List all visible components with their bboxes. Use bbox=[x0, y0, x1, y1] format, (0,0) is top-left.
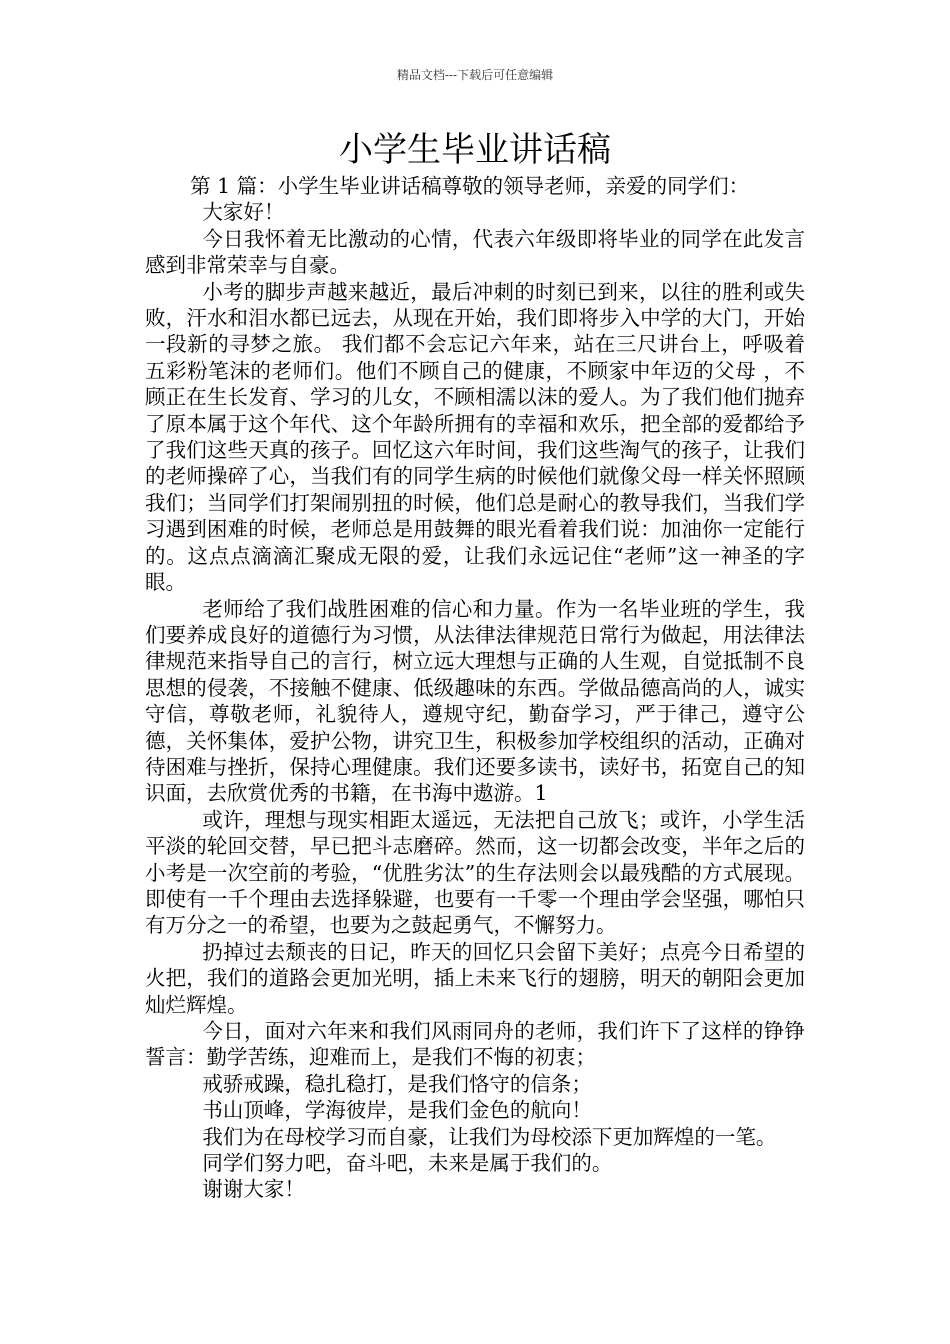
paragraph: 扔掉过去颓丧的日记，昨天的回忆只会留下美好；点亮今日希望的火把，我们的道路会更加光明，插上未来飞行的翅膀，明天的朝阳会更加灿烂辉煌。 bbox=[145, 939, 805, 1017]
paragraph: 老师给了我们战胜困难的信心和力量。作为一名毕业班的学生，我们要养成良好的道德行为习惯，从法律法律规范日常行为做起，用法律法律规范来指导自己的言行，树立远大理想与正确的人生观，自觉抵制不良思想的侵袭，不接触不健康、低级趣味的东西。学做品德高尚的人，诚实守信，尊敬老师，礼貌待人，遵规守纪，勤奋学习，严于律己，遵守公德，关怀集体，爱护公物，讲究卫生，积极参加学校组织的活动，正确对待困难与挫折，保持心理健康。我们还要多读书，读好书，拓宽自己的知识面，去欣赏优秀的书籍，在书海中遨游。1 bbox=[145, 596, 805, 806]
paragraph: 我们为在母校学习而自豪，让我们为母校添下更加辉煌的一笔。 bbox=[202, 1124, 777, 1149]
paragraph-greeting: 大家好！ bbox=[202, 200, 285, 225]
paragraph: 同学们努力吧，奋斗吧，未来是属于我们的。 bbox=[202, 1151, 613, 1176]
paragraph-intro: 第 1 篇：小学生毕业讲话稿尊敬的领导老师，亲爱的同学们： bbox=[190, 174, 750, 198]
paragraph: 小考的脚步声越来越近，最后冲刺的时刻已到来，以往的胜利或失败，汗水和泪水都已远去，从现在开始，我们即将步入中学的大门，开始一段新的寻梦之旅。 我们都不会忘记六年来，站在三尺讲台上，呼吸着五彩粉笔沫的老师们。他们不顾自己的健康，不顾家中年迈的父母 ，不顾正在生长发育、学习的儿女，不顾相濡以沫的爱人。为了我们他们抛弃了原本属于这个年代、这个年龄所拥有的幸福和欢乐，把全部的爱都给予了我们这些天真的孩子。回忆这六年时间，我们这些淘气的孩子，让我们的老师操碎了心，当我们有的同学生病的时候他们就像父母一样关怀照顾我们；当同学们打架闹别扭的时候，他们总是耐心的教导我们，当我们学习遇到困难的时候，老师总是用鼓舞的眼光看着我们说：加油你一定能行的。这点点滴滴汇聚成无限的爱，让我们永远记住“老师”这一神圣的字眼。 bbox=[145, 279, 805, 595]
document-title: 小学生毕业讲话稿 bbox=[339, 130, 611, 170]
paragraph: 今日我怀着无比激动的心情，代表六年级即将毕业的同学在此发言感到非常荣幸与自豪。 bbox=[145, 226, 805, 278]
paragraph: 书山顶峰，学海彼岸，是我们金色的航向！ bbox=[202, 1098, 592, 1123]
document-body bbox=[145, 173, 805, 1203]
paragraph: 或许，理想与现实相距太遥远，无法把自己放飞；或许，小学生活平淡的轮回交替，早已把斗志磨碎。然而，这一切都会改变，半年之后的小考是一次空前的考验，“优胜劣汰”的生存法则会以最残酷的方式展现。即使有一千个理由去选择躲避，也要有一千零一个理由学会坚强，哪怕只有万分之一的希望，也要为之鼓起勇气，不懈努力。 bbox=[145, 807, 805, 938]
paragraph: 今日，面对六年来和我们风雨同舟的老师，我们许下了这样的铮铮誓言：勤学苦练，迎难而上，是我们不悔的初衷； bbox=[145, 1019, 805, 1070]
paragraph: 戒骄戒躁，稳扎稳打，是我们恪守的信条； bbox=[202, 1071, 592, 1096]
page-header: 精品文档---下载后可任意编辑 bbox=[396, 68, 554, 82]
paragraph-thanks: 谢谢大家！ bbox=[202, 1177, 305, 1202]
